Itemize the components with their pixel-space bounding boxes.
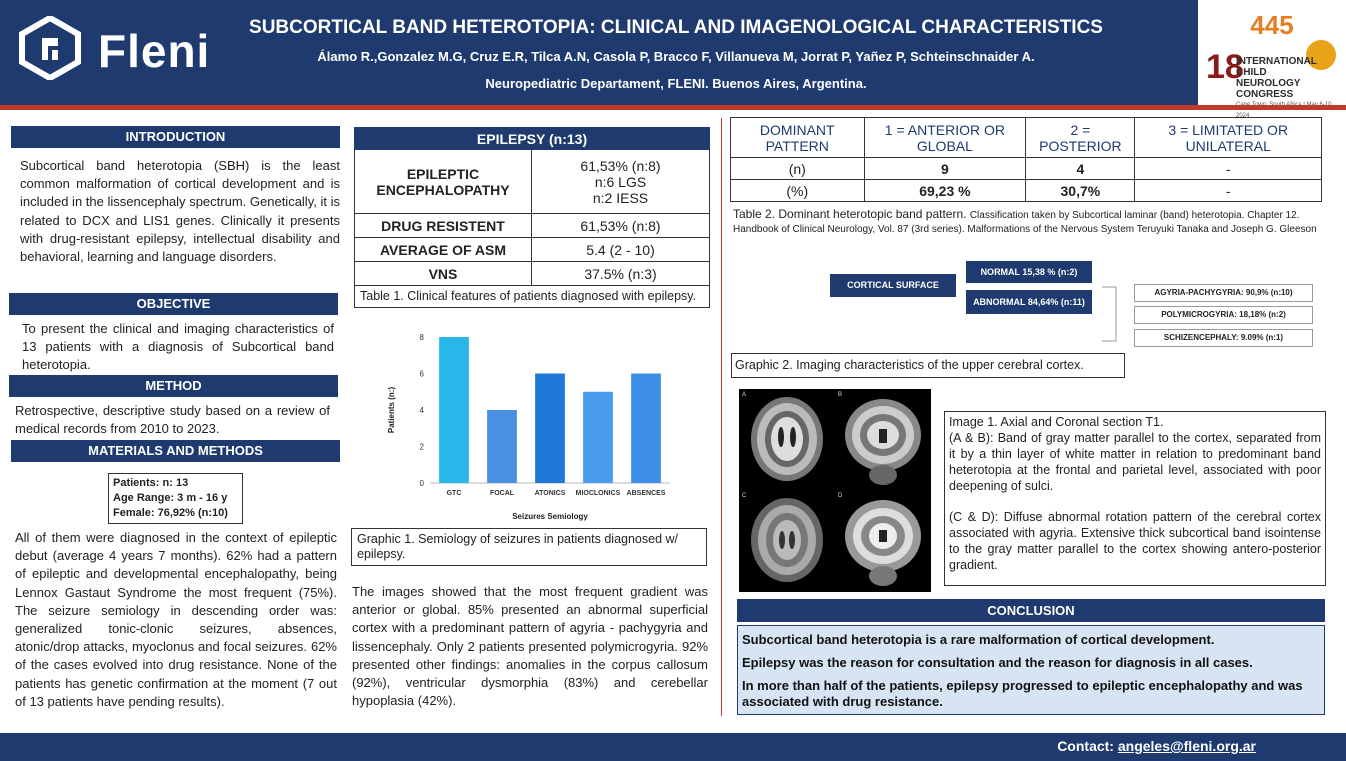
materials-heading: MATERIALS AND METHODS [11, 440, 340, 462]
panel-label: A [742, 392, 747, 398]
age-range: Age Range: 3 m - 16 y [113, 492, 228, 504]
congress-line-3: 2024 [1236, 113, 1250, 119]
fleni-logo [18, 16, 218, 86]
image1-text-ab: (A & B): Band of gray matter parallel to the cortex, separated from it by a thin layer of white matter in relation to predominant band heterotopia at the frontal and parietal level, associated with poor deepening of sulci. [949, 431, 1321, 493]
panel-label: D [838, 493, 843, 499]
polymicrogyria-node: POLYMICROGYRIA: 18,18% (n:2) [1134, 306, 1313, 324]
brain-coronal-icon [835, 389, 931, 490]
method-heading: METHOD [9, 375, 338, 397]
poster-number: 445 [1250, 10, 1294, 40]
x-tick-label: FOCAL [489, 490, 515, 497]
mri-panel-d [835, 490, 931, 591]
seizure-semiology-chart [380, 325, 680, 525]
normal-node: NORMAL 15,38 % (n:2) [966, 261, 1092, 283]
table-cell: 30,7% [1026, 180, 1135, 202]
table2-caption-source: Classification taken by Subcortical laminar (band) heterotopia. Chapter 12. Handbook of Clinical Neurology, Vol. 87 (3rd series). Malformations of the Nervous System Teruyuki Tanaka and Joseph G. Gleeson [733, 210, 1317, 235]
bar-absences [631, 374, 661, 484]
table-cell: 69,23 % [864, 180, 1026, 202]
conclusion-point-3: In more than half of the patients, epilepsy progressed to epileptic encephalopathy and was associated with drug resistance. [742, 678, 1303, 709]
ee-value-3: n:2 IESS [592, 189, 649, 206]
table2-caption-main: Table 2. Dominant heterotopic band pattern. [733, 207, 967, 221]
bar-atonics [535, 374, 565, 484]
y-tick-label: 6 [419, 369, 424, 379]
ee-value-1: 61,53% (n:8) [580, 157, 661, 174]
congress-corner [1198, 0, 1346, 119]
bracket-icon [1100, 285, 1136, 345]
column-divider [721, 118, 722, 716]
table-cell-value: 37.5% (n:3) [532, 262, 710, 286]
conclusion-point-2: Epilepsy was the reason for consultation and the reason for diagnosis in all cases. [742, 655, 1253, 670]
epilepsy-table-heading: EPILEPSY (n:13) [355, 128, 710, 150]
table-cell: 9 [864, 158, 1026, 180]
bar-mioclonics [583, 392, 613, 483]
contact-label: Contact: [1057, 738, 1114, 754]
x-tick-label: ATONICS [534, 490, 566, 497]
contact-email-link[interactable]: angeles@fleni.org.ar [1117, 738, 1256, 754]
method-text: Retrospective, descriptive study based on a review of medical records from 2010 to 2023. [15, 403, 330, 437]
brain-axial-icon [739, 389, 835, 490]
poster-title: SUBCORTICAL BAND HETEROTOPIA: CLINICAL AND IMAGENOLOGICAL CHARACTERISTICS [249, 17, 1103, 38]
introduction-heading: INTRODUCTION [11, 126, 340, 148]
ee-value-2: n:6 LGS [594, 173, 647, 190]
table-cell-value: 61,53% (n:8) [532, 214, 710, 238]
materials-text: All of them were diagnosed in the context of epileptic debut (average 4 years 7 months). 62% had a pattern of epileptic and developmental encephalopathy, being Lennox Gastaut Syndrome the most frequent (75%). The seizure semiology in descending order was: generalized tonic-clonic seizures, absences, atonic/drop attacks, myoclonus and focal seizures. 62% of the cases evolved into drug resistance. None of the patients has genetic confirmation at the moment (7 out of 13 patients have pending results). [15, 530, 337, 709]
x-axis-label: Seizures Semiology [512, 512, 588, 521]
mri-panel-a [739, 389, 835, 490]
table-header: DOMINANT PATTERN [731, 118, 865, 158]
table2-caption [733, 208, 1343, 236]
table-cell-value [532, 150, 710, 214]
table-cell: - [1135, 158, 1322, 180]
table-header: 2 = POSTERIOR [1026, 118, 1135, 158]
agyria-node: AGYRIA-PACHYGYRIA: 90,9% (n:10) [1134, 284, 1313, 302]
graphic1-caption: Graphic 1. Semiology of seizures in patients diagnosed w/ epilepsy. [351, 528, 707, 566]
epilepsy-table [354, 127, 710, 286]
brain-axial-icon [739, 490, 835, 591]
mri-images [739, 389, 931, 592]
imaging-summary-text: The images showed that the most frequent gradient was anterior or global. 85% presented an abnormal superficial cortex with a predominant pattern of agyria - pachygyria and lissencephaly. Only 2 patients presented polymicrogyria. 92% presented other findings: anomalies in the corpus callosum (92%), ventricular dysmorphia (83%) and cerebellar hypoplasia (42%). [352, 584, 708, 709]
congress-number: 18 [1206, 48, 1244, 86]
logo-text: Fleni [98, 25, 211, 77]
graphic2-caption: Graphic 2. Imaging characteristics of the upper cerebral cortex. [731, 353, 1125, 378]
table-header: 1 = ANTERIOR OR GLOBAL [864, 118, 1026, 158]
y-tick-label: 0 [419, 479, 424, 488]
table-cell: 4 [1026, 158, 1135, 180]
dominant-pattern-table [730, 117, 1322, 202]
mri-panel-c [739, 490, 835, 591]
table-cell-label: AVERAGE OF ASM [355, 238, 532, 262]
y-tick-label: 8 [419, 333, 424, 342]
brain-coronal-icon [835, 490, 931, 591]
table-cell-label: VNS [355, 262, 532, 286]
schizencephaly-node: SCHIZENCEPHALY: 9.09% (n:1) [1134, 329, 1313, 347]
congress-text [1236, 56, 1336, 122]
poster-header [0, 0, 1346, 119]
female-ratio: Female: 76,92% (n:10) [113, 507, 228, 519]
image1-text-cd: (C & D): Diffuse abnormal rotation pattern of the cerebral cortex associated with agyria. Extensive thick subcortical band isointense to the gray matter parallel to the cortex showing antero-posterior gradient. [949, 510, 1321, 572]
contact [1057, 738, 1256, 754]
poster-footer [0, 733, 1346, 761]
x-tick-label: MIOCLONICS [575, 490, 621, 497]
y-axis-label: Patients (n:) [387, 386, 396, 434]
table-cell: (%) [731, 180, 865, 202]
department: Neuropediatric Departament, FLENI. Buenos Aires, Argentina. [485, 76, 867, 91]
conclusion-heading: CONCLUSION [737, 599, 1325, 622]
x-tick-label: ABSENCES [626, 490, 666, 497]
demographics-box [108, 473, 243, 524]
objective-text: To present the clinical and imaging characteristics of 13 patients with a diagnosis of Subcortical band heterotopia. [22, 321, 334, 373]
table-cell-label: EPILEPTIC ENCEPHALOPATHY [355, 150, 532, 214]
introduction-text: Subcortical band heterotopia (SBH) is the least common malformation of cortical development and is included in the lissencephaly spectrum. Genetically, it is related to DCX and LIS1 genes. Clinically it presents with drug-resistant epilepsy, intellectual disability and behavioral, learning and language disorders. [20, 158, 340, 265]
authors: Álamo R.,Gonzalez M.G, Cruz E.R, Tilca A.N, Casola P, Bracco F, Villanueva M, Jorrat P, Yañez P, Schteinschnaider A. [317, 49, 1035, 64]
table-cell-label: DRUG RESISTENT [355, 214, 532, 238]
image1-caption [944, 411, 1326, 586]
panel-label: B [838, 392, 843, 398]
y-tick-label: 4 [419, 406, 424, 415]
congress-logo [1206, 48, 1336, 119]
congress-line-2: NEUROLOGY CONGRESS [1236, 78, 1301, 100]
bar-focal [487, 410, 517, 483]
table1-caption: Table 1. Clinical features of patients diagnosed with epilepsy. [354, 285, 710, 308]
objective-heading: OBJECTIVE [9, 293, 338, 315]
conclusion-box [737, 625, 1325, 715]
table-cell: (n) [731, 158, 865, 180]
patients-count: Patients: n: 13 [113, 477, 189, 489]
header-accent-line [0, 105, 1346, 110]
bar-gtc [439, 337, 469, 483]
image1-title: Image 1. Axial and Coronal section T1. [949, 415, 1164, 429]
table-cell: - [1135, 180, 1322, 202]
table-header: 3 = LIMITATED OR UNILATERAL [1135, 118, 1322, 158]
fleni-logo-icon [18, 16, 82, 80]
mri-panel-b [835, 389, 931, 490]
abnormal-node: ABNORMAL 84,64% (n:11) [966, 290, 1092, 314]
cortical-surface-node: CORTICAL SURFACE [830, 274, 956, 297]
congress-line-1: INTERNATIONAL CHILD [1236, 56, 1317, 78]
y-tick-label: 2 [419, 442, 424, 452]
conclusion-point-1: Subcortical band heterotopia is a rare malformation of cortical development. [742, 632, 1215, 647]
x-tick-label: GTC [446, 490, 462, 497]
table-cell-value: 5.4 (2 - 10) [532, 238, 710, 262]
panel-label: C [742, 493, 747, 499]
